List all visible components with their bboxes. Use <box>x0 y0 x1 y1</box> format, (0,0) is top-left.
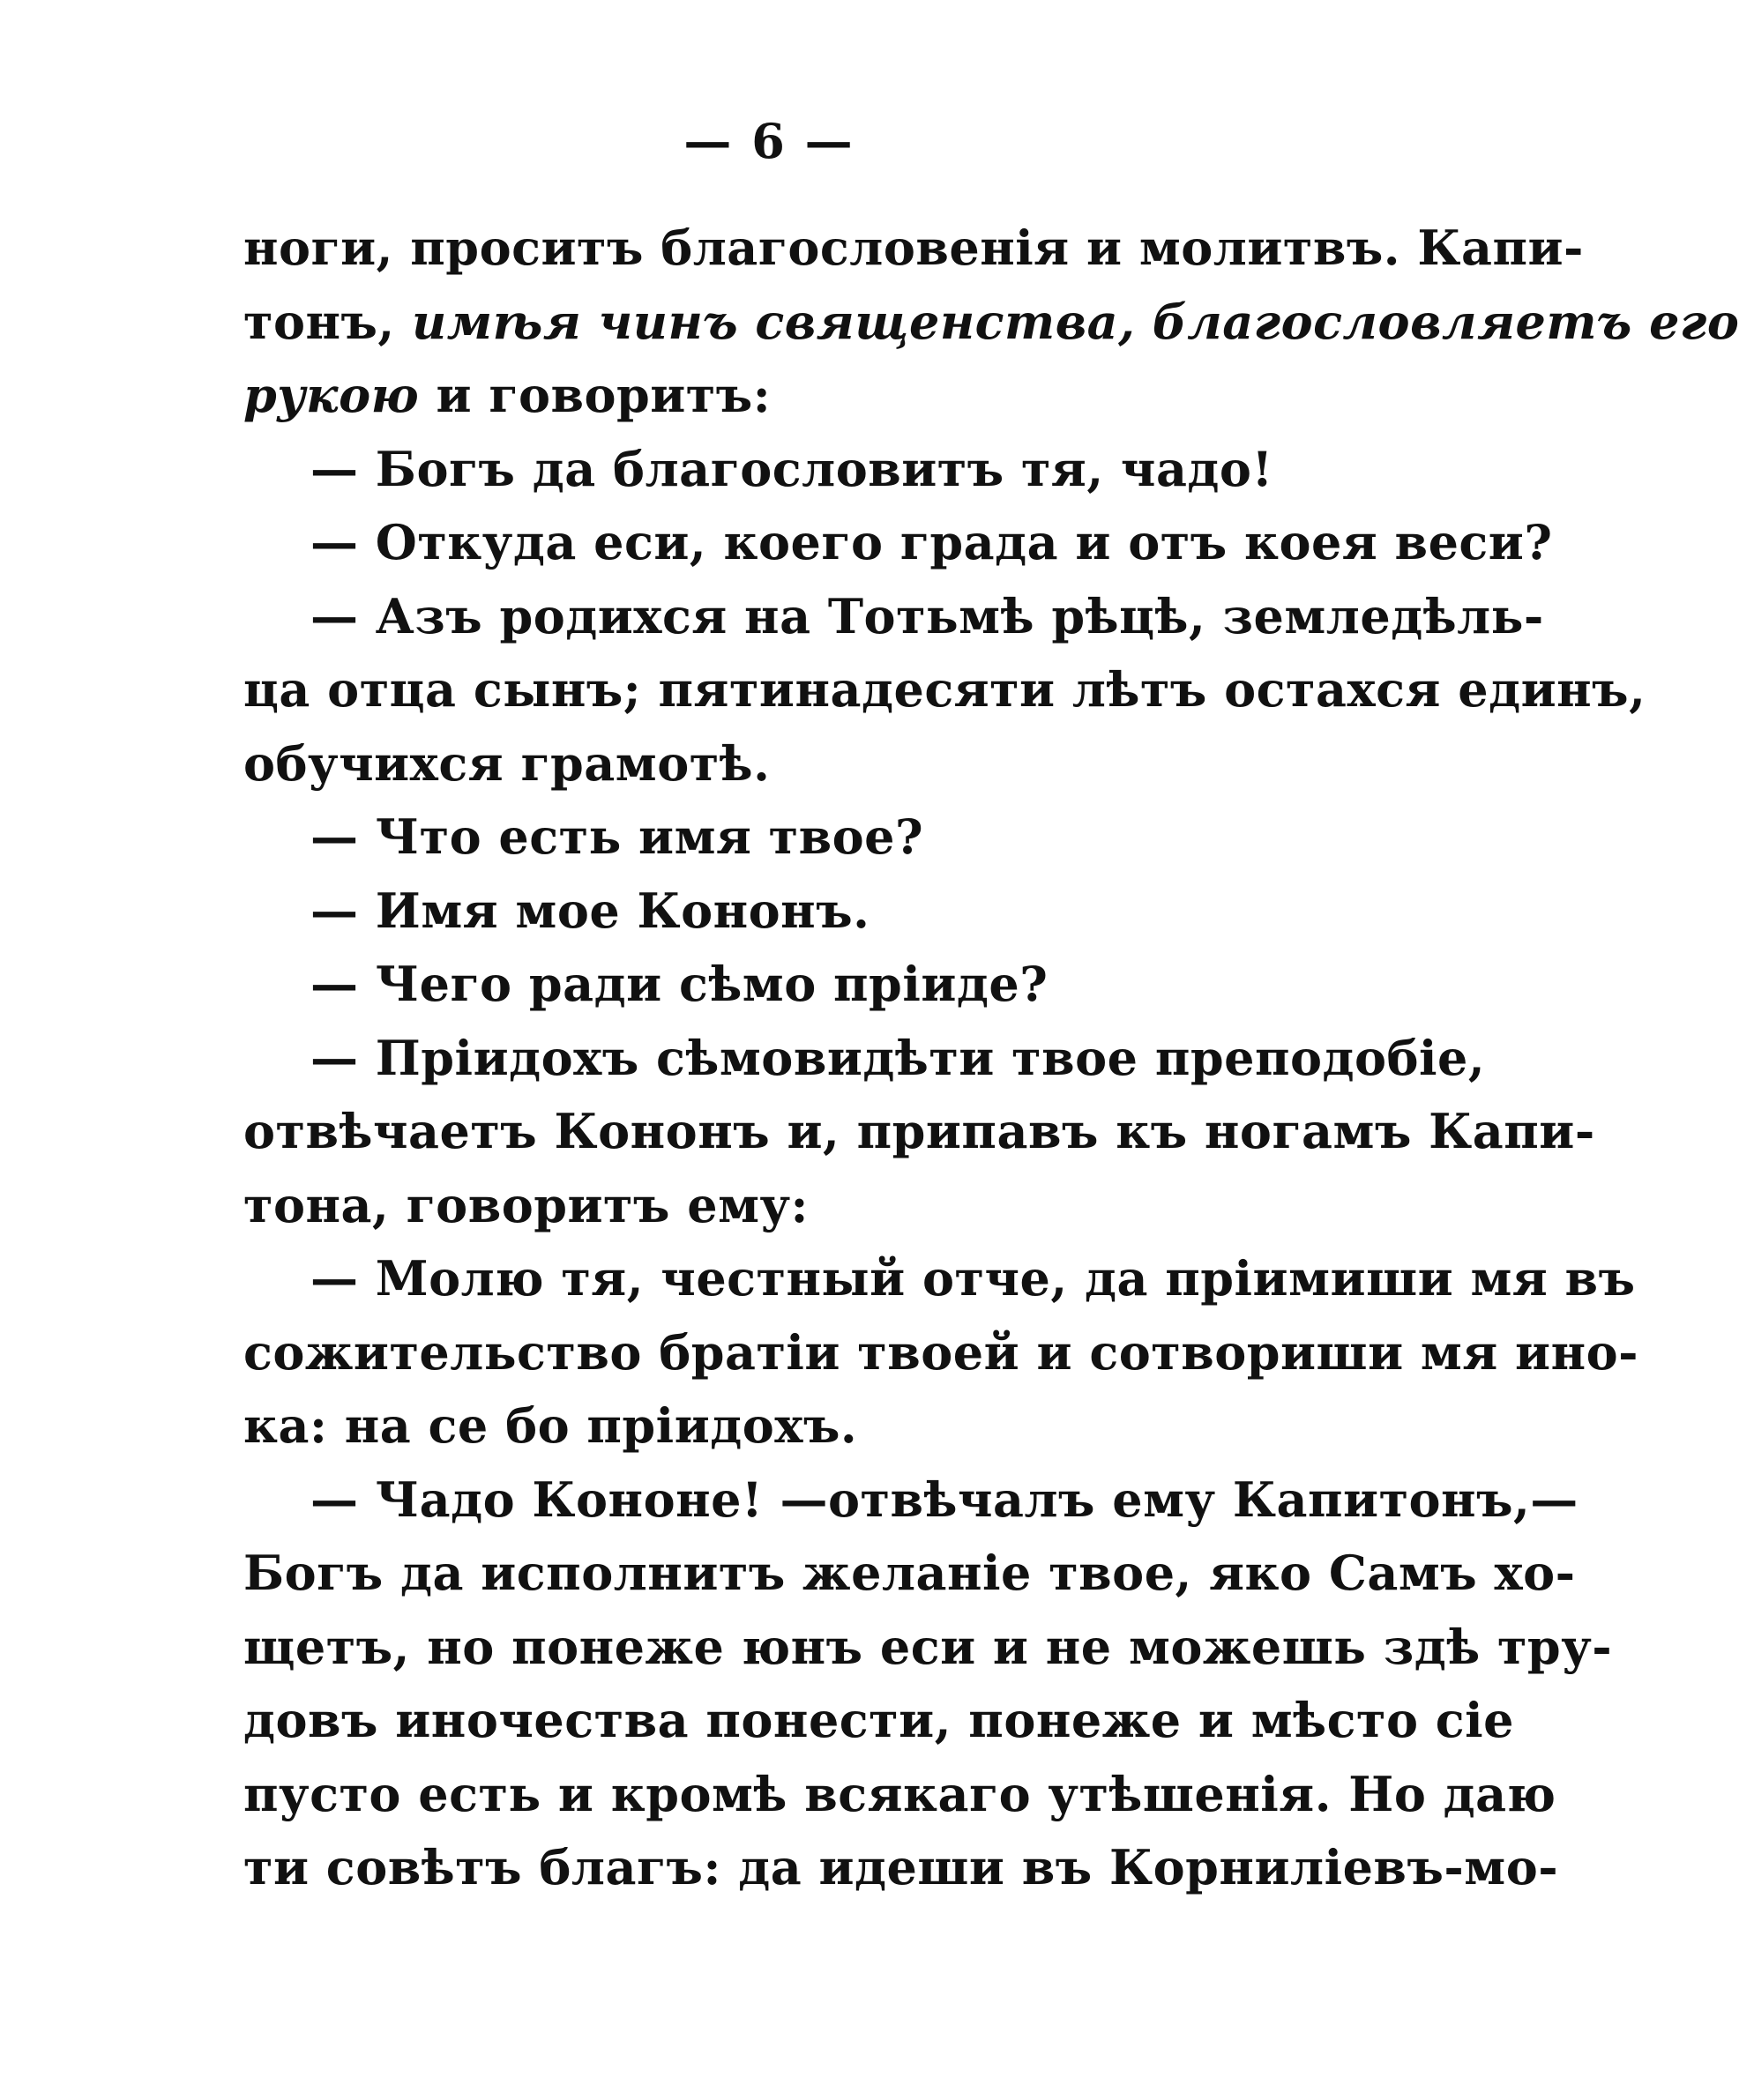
text-segment: обучихся грамотѣ. <box>243 734 771 792</box>
text-segment: — Что есть имя твое? <box>310 808 924 865</box>
text-line <box>243 359 1319 433</box>
text-segment: — Откуда еси, коего града и отъ коея веси? <box>310 514 1553 570</box>
text-line <box>243 653 1646 727</box>
text-segment: довъ иночества понести, понеже и мѣсто сіе <box>243 1692 1515 1748</box>
text-line <box>243 875 1319 949</box>
text-segment: сожительство братіи твоей и сотвориши мя ино- <box>243 1323 1639 1381</box>
text-line <box>243 948 1319 1022</box>
text-line <box>243 506 1553 580</box>
text-segment: — Чадо Кононе! —отвѣчалъ ему Капитонъ,— <box>310 1471 1579 1528</box>
text-segment: пусто есть и кромѣ всякаго утѣшенія. Но даю <box>243 1765 1556 1822</box>
text-segment: ноги, проситъ благословенія и молитвъ. Капи- <box>243 220 1584 276</box>
text-segment: ца отца сынъ; пятинадесяти лѣтъ остахся единъ, <box>243 661 1646 718</box>
text-segment: тонъ, <box>243 293 413 350</box>
text-line <box>243 1316 1639 1390</box>
text-segment: — Чего ради сѣмо пріиде? <box>310 956 1049 1012</box>
text-line <box>243 1389 1319 1463</box>
text-line <box>243 727 1319 801</box>
text-segment: ка: на се бо пріидохъ. <box>243 1397 858 1454</box>
text-line <box>243 1169 1319 1243</box>
text-line <box>243 1684 1515 1758</box>
text-line <box>243 1095 1595 1169</box>
text-line <box>243 286 1739 360</box>
page-number: — 6 — <box>683 113 855 169</box>
text-segment: — Молю тя, честный отче, да пріимиши мя въ <box>310 1250 1636 1307</box>
body-text <box>243 212 1739 1905</box>
text-line <box>243 580 1544 654</box>
text-line <box>243 1611 1613 1685</box>
text-line <box>243 1758 1556 1832</box>
text-line <box>243 1537 1576 1611</box>
italic-text: имѣя чинъ священства, благословляетъ его <box>412 293 1739 350</box>
text-line <box>243 801 1319 875</box>
text-line <box>243 212 1584 286</box>
italic-text: рукою <box>243 367 420 423</box>
text-line <box>243 1463 1579 1538</box>
text-segment: отвѣчаетъ Кононъ и, припавъ къ ногамъ Капи- <box>243 1103 1595 1159</box>
text-segment: — Азъ родихся на Тотьмѣ рѣцѣ, земледѣль- <box>310 587 1544 644</box>
text-segment: — Пріидохъ сѣмовидѣти твое преподобіе, <box>310 1029 1486 1086</box>
text-line <box>243 1022 1486 1096</box>
text-segment: и говоритъ: <box>419 367 772 423</box>
text-segment: Богъ да исполнитъ желаніе твое, яко Самъ хо- <box>243 1545 1576 1601</box>
text-line <box>243 433 1319 507</box>
text-segment: тона, говоритъ ему: <box>243 1176 809 1233</box>
text-segment: щетъ, но понеже юнъ еси и не можешь здѣ тру- <box>243 1618 1613 1675</box>
text-line <box>243 1831 1559 1905</box>
text-segment: — Имя мое Кононъ. <box>310 882 870 939</box>
text-line <box>243 1242 1636 1316</box>
text-segment: — Богъ да благословитъ тя, чадо! <box>310 440 1273 497</box>
text-segment: ти совѣтъ благъ: да идеши въ Корниліевъ-мо- <box>243 1839 1559 1895</box>
